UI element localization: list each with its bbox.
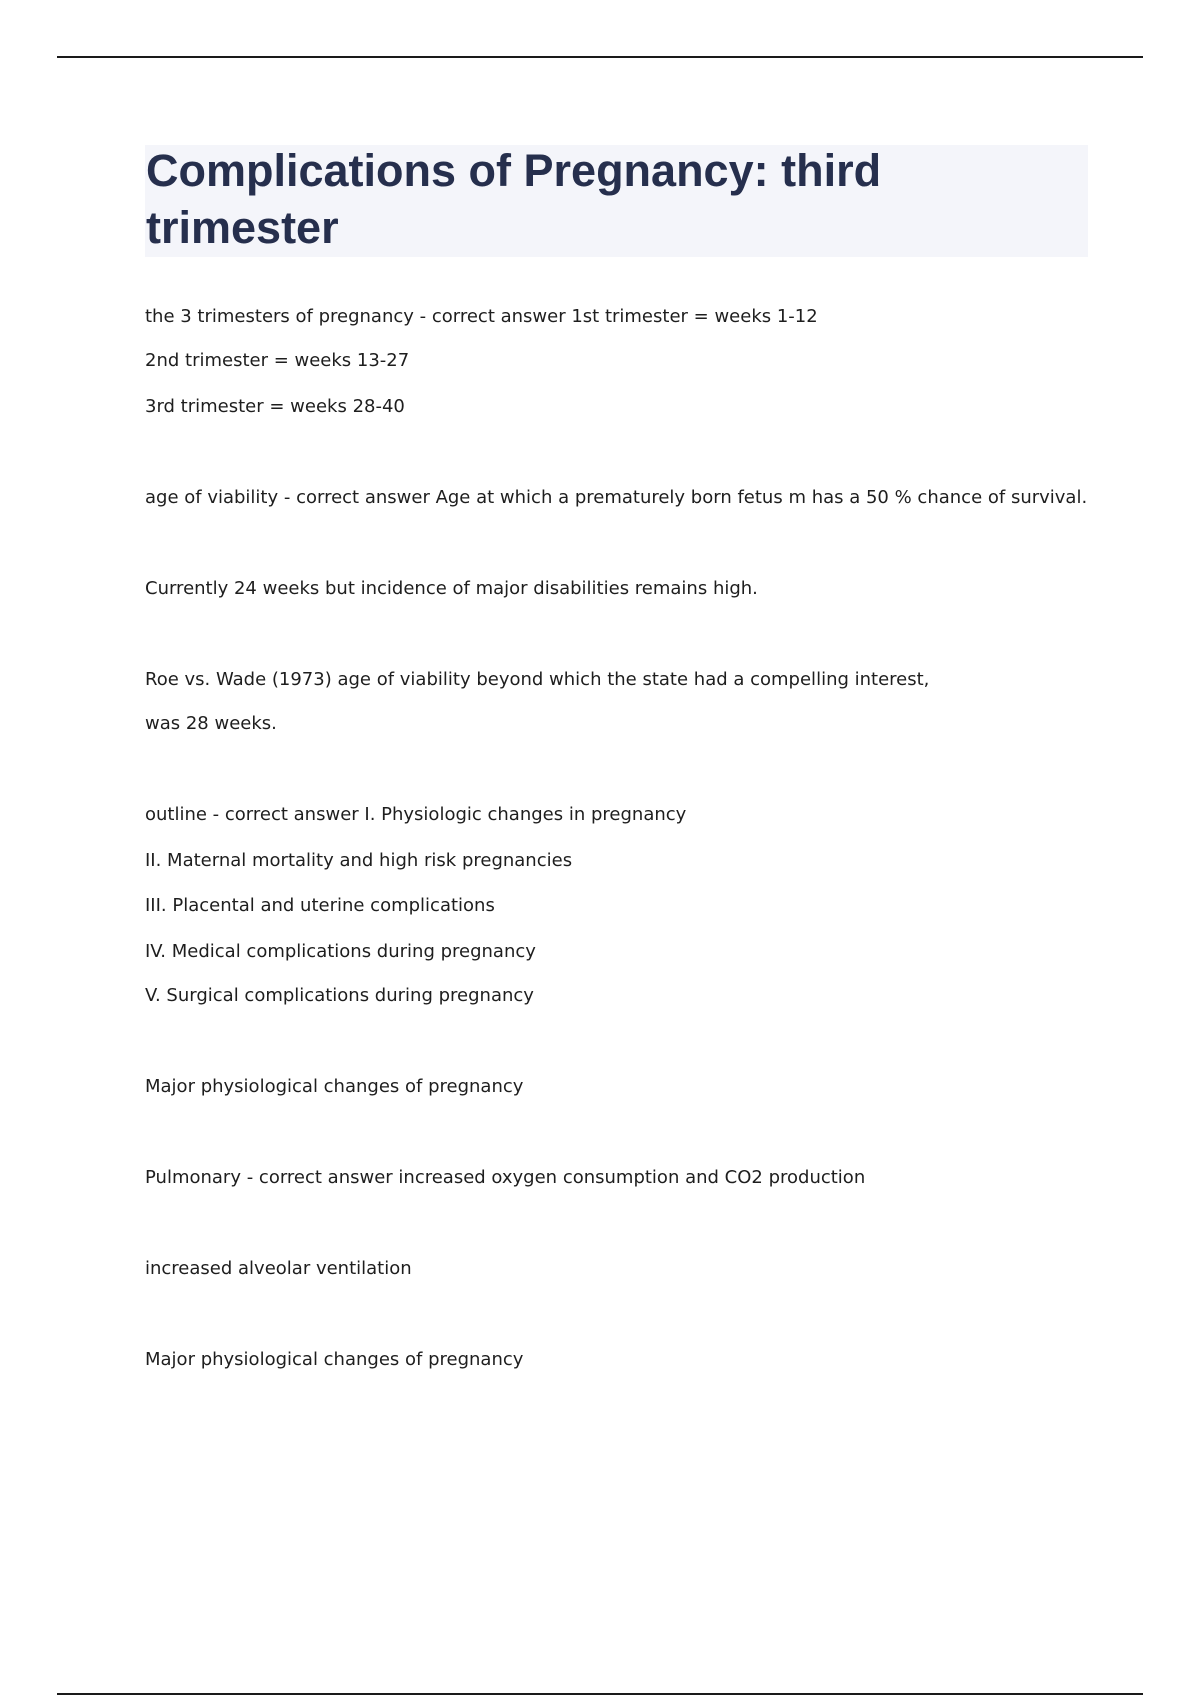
text-line: Currently 24 weeks but incidence of major disabilities remains high. bbox=[145, 578, 758, 599]
text-line: Pulmonary - correct answer increased oxygen consumption and CO2 production bbox=[145, 1167, 866, 1188]
text-line: Major physiological changes of pregnancy bbox=[145, 1349, 524, 1370]
document-title: Complications of Pregnancy: third trimester bbox=[146, 145, 882, 253]
text-line: II. Maternal mortality and high risk pregnancies bbox=[145, 850, 573, 871]
text-line: III. Placental and uterine complications bbox=[145, 895, 495, 916]
text-line: V. Surgical complications during pregnancy bbox=[145, 985, 534, 1006]
text-line: IV. Medical complications during pregnancy bbox=[145, 941, 536, 962]
text-line: Roe vs. Wade (1973) age of viability beyond which the state had a compelling interest, bbox=[145, 669, 930, 690]
text-line: was 28 weeks. bbox=[145, 713, 277, 734]
bottom-divider bbox=[57, 1693, 1143, 1695]
text-line: increased alveolar ventilation bbox=[145, 1258, 412, 1279]
text-line: 2nd trimester = weeks 13-27 bbox=[145, 350, 410, 371]
text-line: outline - correct answer I. Physiologic changes in pregnancy bbox=[145, 804, 687, 825]
top-divider bbox=[57, 56, 1143, 58]
text-line: 3rd trimester = weeks 28-40 bbox=[145, 396, 405, 417]
text-line: age of viability - correct answer Age at which a prematurely born fetus m has a 50 % chance of survival. bbox=[145, 487, 1088, 508]
text-line: Major physiological changes of pregnancy bbox=[145, 1076, 524, 1097]
text-line: the 3 trimesters of pregnancy - correct answer 1st trimester = weeks 1-12 bbox=[145, 306, 818, 327]
